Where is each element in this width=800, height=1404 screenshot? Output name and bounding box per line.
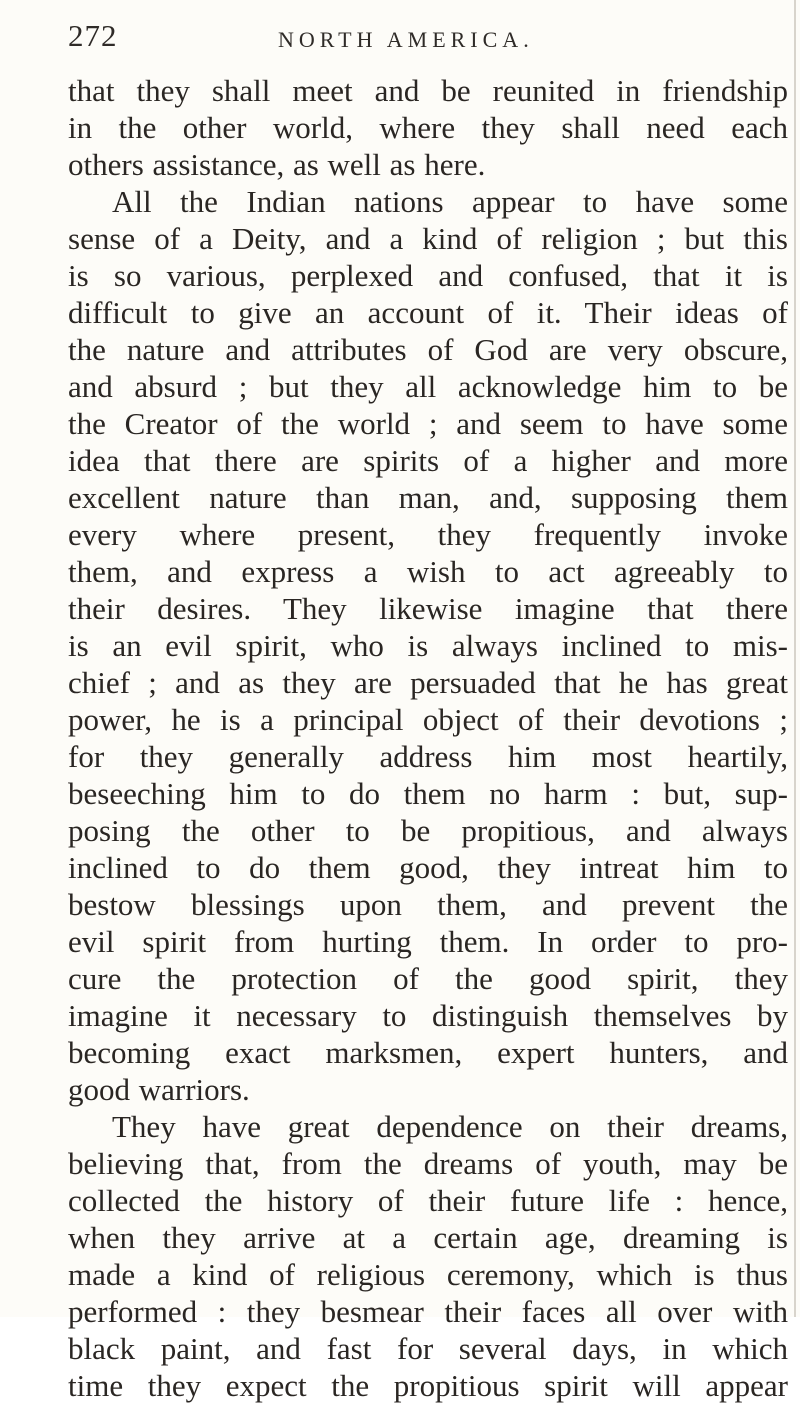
text-line: every where present, they frequently invoke <box>68 517 788 552</box>
text-line: sense of a Deity, and a kind of religion ; but this <box>68 221 788 256</box>
page-edge-shadow <box>794 0 796 1317</box>
text-line: them, and express a wish to act agreeably to <box>68 554 788 589</box>
text-line: idea that there are spirits of a higher and more <box>68 443 788 478</box>
text-line: is an evil spirit, who is always inclined to mis- <box>68 628 788 663</box>
text-line: time they expect the propitious spirit will appear <box>68 1368 788 1403</box>
text-line: bestow blessings upon them, and prevent the <box>68 887 788 922</box>
text-line: cure the protection of the good spirit, they <box>68 961 788 996</box>
page-number: 272 <box>68 18 118 53</box>
body-text <box>68 72 788 1404</box>
text-line: good warriors. <box>68 1072 250 1107</box>
text-line: collected the history of their future life : hence, <box>68 1183 788 1218</box>
text-line: inclined to do them good, they intreat him to <box>68 850 788 885</box>
text-line: evil spirit from hurting them. In order to pro- <box>68 924 788 959</box>
running-head: NORTH AMERICA. <box>278 27 534 52</box>
text-line: posing the other to be propitious, and always <box>68 813 788 848</box>
text-line: All the Indian nations appear to have some <box>112 184 788 219</box>
text-line: believing that, from the dreams of youth, may be <box>68 1146 788 1181</box>
text-line: the nature and attributes of God are very obscure, <box>68 332 788 367</box>
text-line: They have great dependence on their dreams, <box>112 1109 788 1144</box>
text-line: difficult to give an account of it. Their ideas of <box>68 295 788 330</box>
text-line: chief ; and as they are persuaded that he has great <box>68 665 788 700</box>
text-line: black paint, and fast for several days, in which <box>68 1331 788 1366</box>
text-line: their desires. They likewise imagine that there <box>68 591 788 626</box>
text-line: beseeching him to do them no harm : but, sup- <box>68 776 788 811</box>
text-line: others assistance, as well as here. <box>68 147 486 182</box>
text-line: performed : they besmear their faces all over with <box>68 1294 788 1329</box>
text-line: imagine it necessary to distinguish themselves by <box>68 998 788 1033</box>
text-line: for they generally address him most heartily, <box>68 739 788 774</box>
text-line: made a kind of religious ceremony, which is thus <box>68 1257 788 1292</box>
text-line: becoming exact marksmen, expert hunters, and <box>68 1035 788 1070</box>
text-line: in the other world, where they shall need each <box>68 110 788 145</box>
text-line: power, he is a principal object of their devotions ; <box>68 702 788 737</box>
text-line: excellent nature than man, and, supposing them <box>68 480 788 515</box>
text-line: when they arrive at a certain age, dreaming is <box>68 1220 788 1255</box>
text-line: the Creator of the world ; and seem to have some <box>68 406 788 441</box>
text-line: and absurd ; but they all acknowledge him to be <box>68 369 788 404</box>
text-line: that they shall meet and be reunited in friendship <box>68 73 788 108</box>
text-line: is so various, perplexed and confused, that it is <box>68 258 788 293</box>
